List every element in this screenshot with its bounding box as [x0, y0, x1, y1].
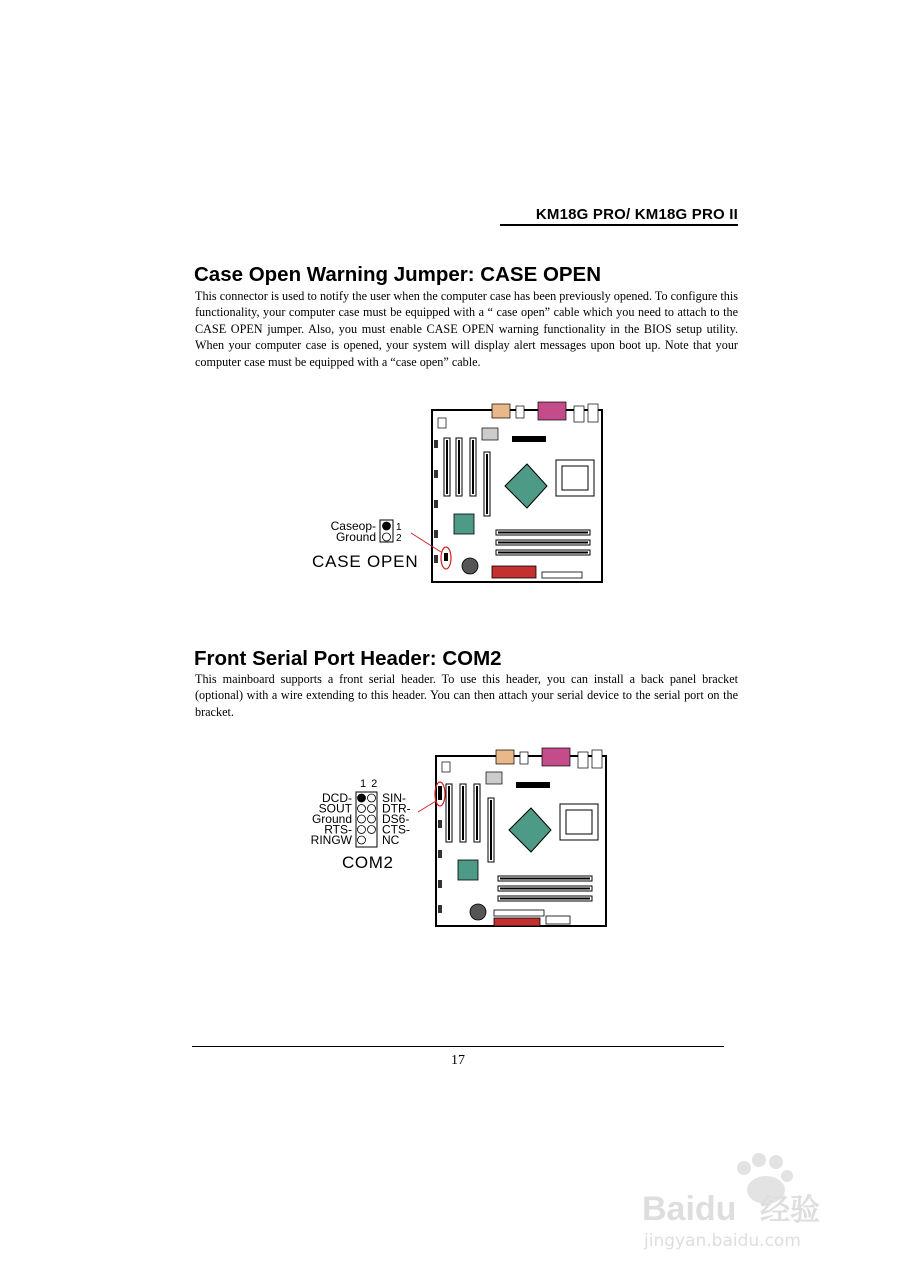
- case-open-pin2-number: 2: [396, 533, 402, 544]
- case-open-caption: CASE OPEN: [312, 552, 419, 571]
- com2-pin: [368, 815, 376, 823]
- com2-left-label: Ground: [311, 812, 352, 826]
- watermark-brand: Baidu: [642, 1190, 737, 1228]
- case-open-jumper: [380, 520, 393, 542]
- watermark-url: jingyan.baidu.com: [644, 1231, 801, 1251]
- case-open-pin1-number: 1: [396, 522, 402, 533]
- com2-header: [356, 792, 377, 847]
- case-open-pin2: [383, 533, 391, 541]
- com2-right-label: DTR-: [382, 801, 411, 816]
- com2-pin: [358, 836, 366, 844]
- footer-rule: [192, 1046, 724, 1047]
- com2-pin: [368, 826, 376, 834]
- com2-pin: [358, 815, 366, 823]
- com2-pin: [368, 805, 376, 813]
- com2-right-label: DS6-: [382, 812, 410, 826]
- com2-pin: [368, 794, 376, 802]
- page-number: 17: [451, 1053, 465, 1068]
- com2-pin: [358, 826, 366, 834]
- com2-caption: COM2: [342, 853, 394, 872]
- com2-paragraph: This mainboard supports a front serial header. To use this header, you can install a back panel bracket (optional) with a wire extending to this header. You can then attach your serial device to the serial port on the bracket.: [195, 672, 738, 719]
- com2-heading: Front Serial Port Header: COM2: [194, 647, 502, 670]
- motherboard-com2: [418, 748, 606, 926]
- com2-left-label: RINGW: [310, 833, 352, 847]
- case-open-pin2-label: Ground: [335, 530, 376, 544]
- com2-column-numbers: 1 2: [360, 778, 379, 790]
- com2-right-label: CTS-: [382, 822, 410, 837]
- com2-left-label: RTS-: [324, 822, 352, 837]
- baidu-watermark: [640, 1146, 850, 1256]
- motherboard-case-open: [411, 402, 602, 582]
- com2-pin: [358, 805, 366, 813]
- case-open-heading: Case Open Warning Jumper: CASE OPEN: [194, 263, 602, 286]
- watermark-cn: 经验: [760, 1193, 820, 1228]
- com2-left-label: DCD-: [322, 791, 352, 805]
- case-open-pin1-label: Caseop-: [330, 519, 376, 533]
- com2-left-label: SOUT: [318, 801, 352, 816]
- com2-right-label: NC: [382, 833, 400, 847]
- case-open-paragraph: This connector is used to notify the user when the computer case has been previously opened. To configure this functionality, your computer case must be equipped with a “ case open” cable which you need to attach to the CASE OPEN jumper. Also, you must enable CASE OPEN warning functionality in the BIOS setup utility. When your computer case is opened, your system will display alert messages upon boot up. Note that your computer case must be equipped with a “case open” cable.: [195, 289, 738, 369]
- com2-right-label: SIN-: [382, 791, 406, 805]
- case-open-pin1: [383, 522, 391, 530]
- running-header: KM18G PRO/ KM18G PRO II: [500, 206, 738, 226]
- com2-pin: [358, 794, 366, 802]
